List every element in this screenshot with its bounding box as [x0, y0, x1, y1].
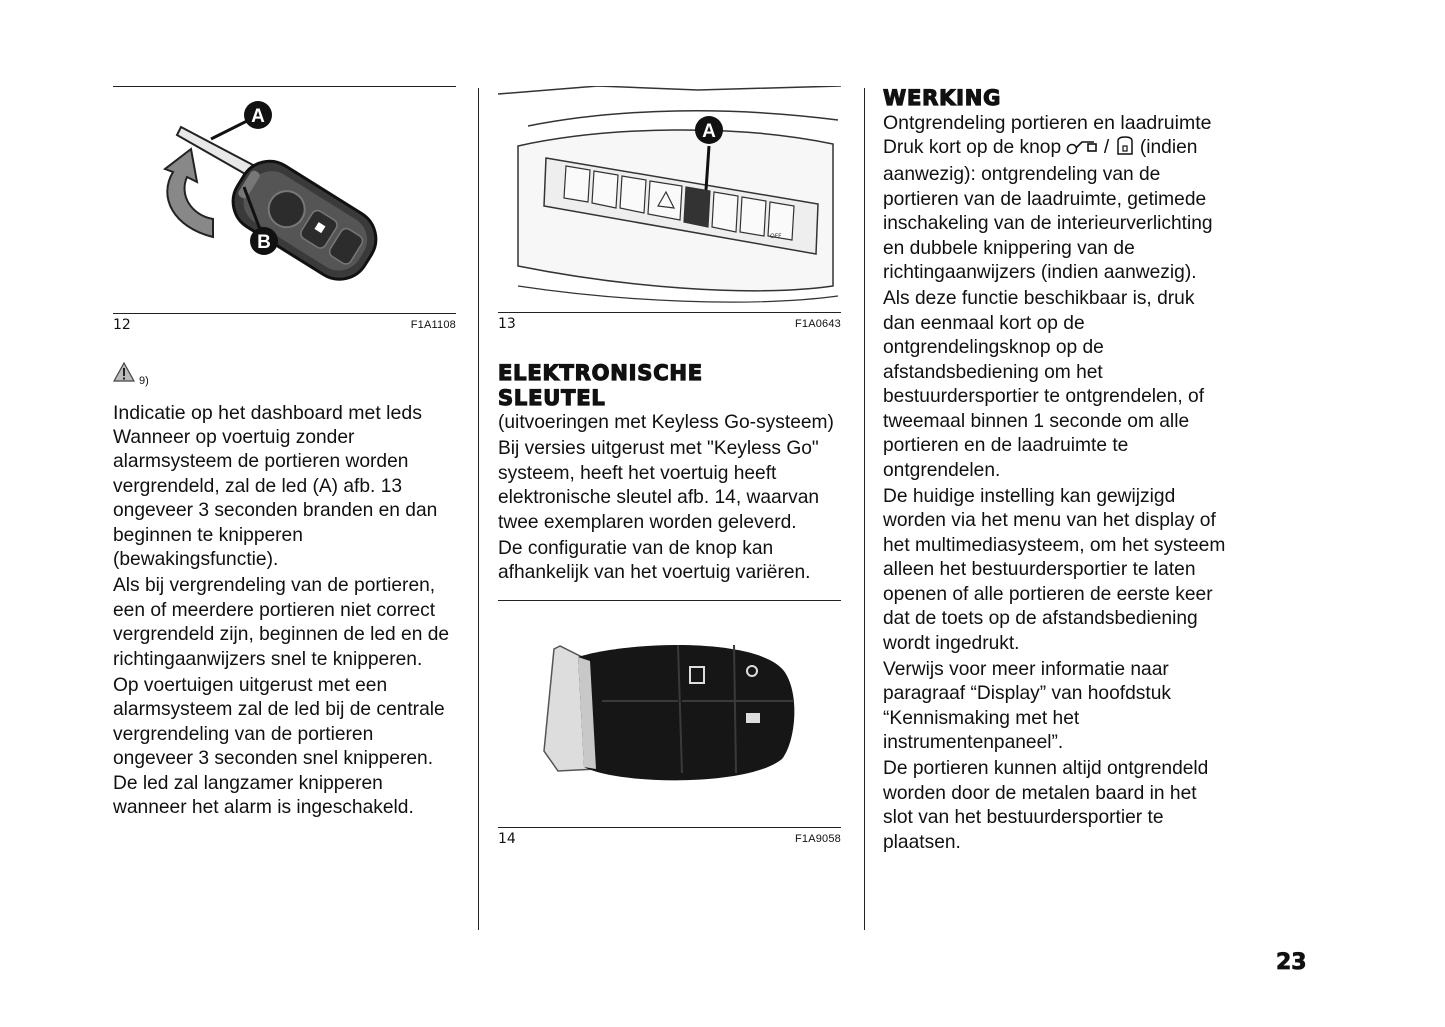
- column-3: [883, 86, 1228, 855]
- figure-caption: [498, 312, 841, 336]
- paragraph: Op voertuigen uitgerust met een alarmsysteem zal de led bij de centrale vergrendeling van de portieren ongeveer 3 seconden snel knipperen. De led zal langzamer knipperen wanneer het alarm is ingeschakeld.: [113, 674, 445, 818]
- figure-code: F1A9058: [794, 832, 841, 845]
- paragraph: [883, 136, 1228, 286]
- callout-b: B: [257, 232, 271, 253]
- figure-number: 13: [498, 316, 516, 332]
- column-divider-right: [864, 88, 865, 930]
- figure-number: 14: [498, 830, 516, 847]
- icon-separator: /: [1103, 136, 1110, 158]
- figure-code: F1A0643: [794, 318, 841, 330]
- figure-14: [498, 600, 841, 851]
- subsection-heading: Ontgrendeling portieren en laadruimte: [883, 112, 1212, 134]
- figure-caption: [113, 313, 456, 337]
- warning-triangle-icon: [113, 362, 135, 387]
- key-unlock-icon: [1066, 138, 1098, 164]
- column-divider-left: [478, 88, 479, 930]
- paragraph: Bij versies uitgerust met "Keyless Go" systeem, heeft het voertuig heeft elektronische sleutel afb. 14, waarvan twee exemplaren worden geleverd.: [498, 438, 820, 533]
- paragraph: Als bij vergrendeling van de portieren, een of meerdere portieren niet correct vergrendeld zijn, beginnen de led en de richtingaanwijzers snel te knipperen.: [113, 575, 450, 670]
- figure-code: F1A1108: [410, 319, 456, 331]
- paragraph-text-start: Druk kort op de knop: [883, 136, 1062, 158]
- off-label: OFF: [770, 233, 782, 240]
- paragraph: Als deze functie beschikbaar is, druk dan eenmaal kort op de ontgrendelingsknop op de afstandsbediening om het bestuurdersportier te ontgrendelen, of tweemaal binnen 1 seconde om alle portieren en de laadruimte te ontgrendelen.: [883, 288, 1205, 481]
- section-heading: WERKING: [883, 86, 1002, 110]
- paragraph: De huidige instelling kan gewijzigd worden via het menu van het display of het multimediasysteem, om het systeem alleen het bestuurdersportier te laten openen of alle portieren de eerste keer dat de toets op de afstandsbediening wordt ingedrukt.: [883, 485, 1226, 654]
- paragraph: Wanneer op voertuig zonder alarmsysteem de portieren worden vergrendeld, zal de led (A) afb. 13 ongeveer 3 seconden branden en dan beginnen te knipperen (bewakingsfunctie).: [113, 426, 438, 570]
- electronic-key-illustration: [498, 601, 841, 827]
- warning-reference: [113, 365, 458, 387]
- paragraph: (uitvoeringen met Keyless Go-systeem): [498, 412, 834, 433]
- column-2: [498, 86, 843, 851]
- paragraph: Verwijs voor meer informatie naar paragraaf “Display” van hoofdstuk “Kennismaking met het instrumentenpaneel”.: [883, 658, 1171, 753]
- warning-ref-number: 9): [139, 375, 149, 387]
- paragraph-text-end: (indien aanwezig): ontgrendeling van de portieren van de laadruimte, getimede inschakeling van de interieurverlichting en dubbele knippering van de richtingaanwijzers (indien aanwezig).: [883, 136, 1213, 283]
- section-heading-line2: SLEUTEL: [498, 386, 606, 410]
- section-heading: Indicatie op het dashboard met leds: [113, 402, 422, 424]
- flip-key-illustration: [113, 87, 456, 313]
- callout-a: A: [702, 121, 716, 142]
- page-number: 23: [1276, 950, 1307, 975]
- figure-12: [113, 86, 456, 337]
- paragraph: De portieren kunnen altijd ontgrendeld worden door de metalen baard in het slot van het bestuurdersportier te plaatsen.: [883, 758, 1209, 853]
- column-1: [113, 86, 458, 821]
- dashboard-switch-panel-illustration: [498, 86, 841, 312]
- paragraph: De configuratie van de knop kan afhankelijk van het voertuig variëren.: [498, 537, 811, 583]
- door-unlock-icon: [1115, 136, 1135, 164]
- figure-caption: [498, 827, 841, 851]
- callout-a: A: [251, 106, 265, 127]
- figure-13: [498, 86, 841, 336]
- figure-number: 12: [113, 317, 131, 333]
- section-heading-line1: ELEKTRONISCHE: [498, 361, 703, 385]
